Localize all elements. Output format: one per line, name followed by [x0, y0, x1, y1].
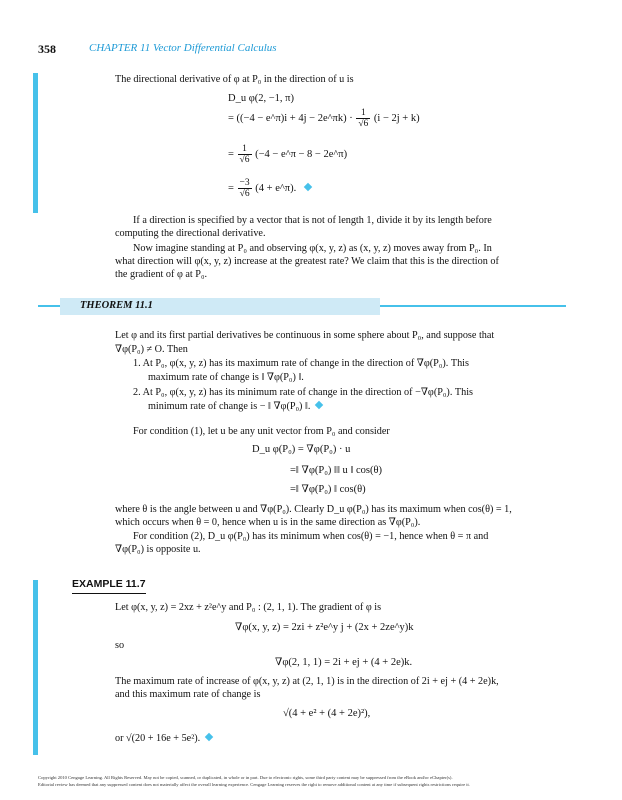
theorem-rule	[38, 305, 60, 307]
theorem-text: Let φ and its first partial derivatives be continuous in some sphere about P₀, and suppose that	[115, 330, 495, 341]
fraction: $\frac{-3}{√6}$	[239, 178, 250, 199]
derivation-step-3: = $\frac{-3}{√6}$ (4 + e^π).	[228, 178, 311, 199]
proof-text: For condition (1), let u be any unit vector from P₀ and consider	[133, 426, 390, 437]
example-text: or √(20 + 16e + 5e²).	[115, 732, 212, 745]
paragraph-line: If a direction is specified by a vector that is not of length 1, divide it by its length before	[133, 215, 492, 226]
theorem-text: ∇φ(P₀) ≠ O. Then	[115, 344, 188, 355]
fraction: $\frac{1}{√6}$	[358, 108, 369, 129]
derivation-step-1: = ((−4 − e^π)i + 4j − 2e^πk) · $\frac{1}{√6}$ (i − 2j + k)	[228, 108, 420, 129]
theorem-item-1: 1. At P₀, φ(x, y, z) has its maximum rate of change in the direction of ∇φ(P₀). This	[133, 358, 469, 369]
example-text: and this maximum rate of change is	[115, 689, 261, 700]
example-text: so	[115, 640, 125, 651]
fraction: $\frac{1}{√6}$	[239, 144, 250, 165]
proof-text: For condition (2), D_u φ(P₀) has its minimum when cos(θ) = −1, hence when θ = π and	[133, 531, 489, 542]
proof-equation: =‖ ∇φ(P₀) ‖‖ u ‖ cos(θ)	[290, 465, 382, 476]
example-rule	[72, 593, 146, 594]
example-equation: √(4 + e² + (4 + 2e)²),	[283, 708, 371, 719]
example-equation: ∇φ(2, 1, 1) = 2i + ej + (4 + 2e)k.	[275, 657, 413, 668]
theorem-rule	[380, 305, 566, 307]
proof-text: ∇φ(P₀) is opposite u.	[115, 544, 201, 555]
chapter-heading: CHAPTER 11 Vector Differential Calculus	[89, 42, 277, 54]
theorem-title: THEOREM 11.1	[80, 300, 153, 311]
paragraph-line: what direction will φ(x, y, z) increase at the greatest rate? We claim that this is the direction of	[115, 256, 499, 267]
end-marker-icon	[315, 401, 323, 409]
proof-equation: D_u φ(P₀) = ∇φ(P₀) · u	[252, 444, 351, 455]
proof-text: where θ is the angle between u and ∇φ(P₀). Clearly D_u φ(P₀) has its maximum when cos(θ) = 1,	[115, 504, 512, 515]
derivation-step-2: = $\frac{1}{√6}$ (−4 − e^π − 8 − 2e^π)	[228, 144, 348, 165]
page-number: 358	[38, 42, 56, 56]
margin-bar	[33, 580, 38, 755]
derivation-lhs: D_u φ(2, −1, π)	[228, 93, 294, 104]
example-title: EXAMPLE 11.7	[72, 578, 146, 590]
paragraph-line: Now imagine standing at P₀ and observing φ(x, y, z) as (x, y, z) moves away from P₀. In	[133, 243, 492, 254]
paragraph-line: computing the directional derivative.	[115, 228, 266, 239]
theorem-item-2: 2. At P₀, φ(x, y, z) has its minimum rate of change in the direction of −∇φ(P₀). This	[133, 387, 474, 398]
intro-text: The directional derivative of φ at P₀ in the direction of u is	[115, 74, 354, 85]
copyright-line: Copyright 2010 Cengage Learning. All Rights Reserved. May not be copied, scanned, or duplicated, in whole or in part. Due to electronic rights, some third party content may be suppressed from the eBook and/or eChapter(s).	[38, 775, 453, 780]
end-marker-icon	[304, 183, 312, 191]
margin-bar	[33, 73, 38, 213]
example-text: The maximum rate of increase of φ(x, y, z) at (2, 1, 1) is in the direction of 2i + ej + (4 + 2e)k,	[115, 676, 499, 687]
theorem-item-1: maximum rate of change is ‖ ∇φ(P₀) ‖.	[148, 372, 304, 383]
paragraph-line: the gradient of φ at P₀.	[115, 269, 208, 280]
proof-equation: =‖ ∇φ(P₀) ‖ cos(θ)	[290, 484, 366, 495]
copyright-line: Editorial review has deemed that any suppressed content does not materially affect the overall learning experience. Cengage Learning reserves the right to remove additional content at any time if subsequent rights restrictions require it.	[38, 782, 470, 787]
proof-text: which occurs when θ = 0, hence when u is in the same direction as ∇φ(P₀).	[115, 517, 421, 528]
end-marker-icon	[205, 733, 213, 741]
theorem-item-2: minimum rate of change is − ‖ ∇φ(P₀) ‖.	[148, 400, 322, 413]
example-text: Let φ(x, y, z) = 2xz + z²e^y and P₀ : (2, 1, 1). The gradient of φ is	[115, 602, 382, 613]
example-equation: ∇φ(x, y, z) = 2zi + z²e^y j + (2x + 2ze^y)k	[235, 622, 414, 633]
